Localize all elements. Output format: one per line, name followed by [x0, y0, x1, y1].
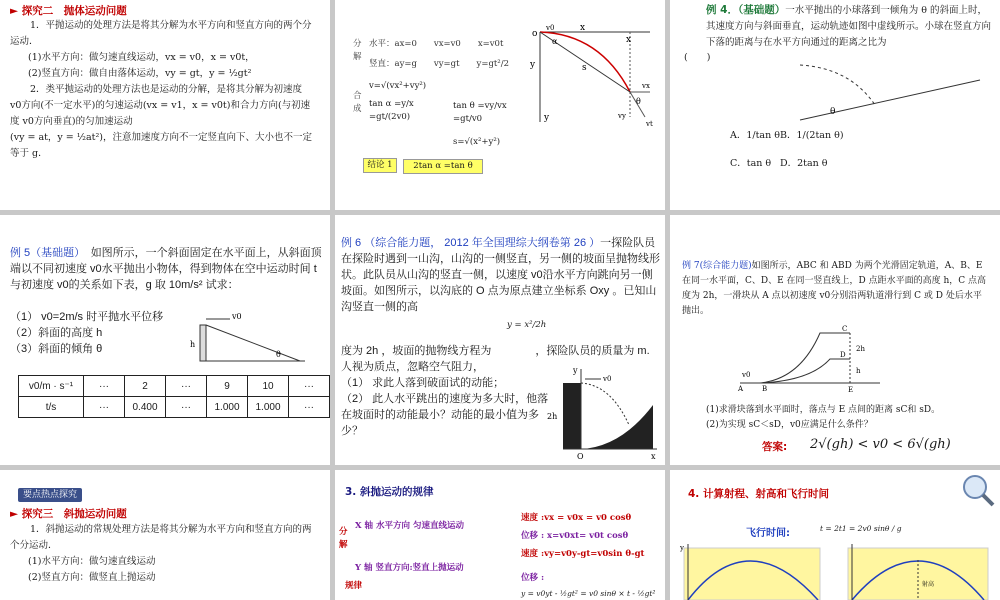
slide-body: 1．平抛运动的处理方法是将其分解为水平方向和竖直方向的两个分运动． (1)水平方向：做匀速直线运动，vx = v0，x = v0t， (2)竖直方向：做自由落体运动，vy = gt，y = ½gt² 2．类平抛运动的处理方法也是运动的分解，是将其分解为初速度 v0方向(不一定水平)的匀速运动(vx = v1，x = v0t)和合力方向(与初速度 v0方向垂直)的匀加速运动 (vy = at，y = ½at²)，注意加速度方向不一定竖直向下、大小也不一定等于 g．: [10, 20, 312, 159]
theta-label: θ: [276, 350, 281, 359]
y-displacement: 位移 :: [521, 573, 545, 583]
c-label: C: [842, 325, 848, 333]
slide-decomposition: [335, 0, 665, 210]
2h-label: 2h: [547, 412, 558, 421]
track-diagram: [730, 321, 890, 393]
y-formula: y = v0yt - ½gt² = v0 sinθ × t - ½gt²: [521, 589, 656, 598]
y-axis-row: Y 轴 竖直方向:竖直上抛运动: [355, 563, 464, 573]
table-row: t/s ··· 0.400 ··· 1.000 1.000 ···: [19, 397, 330, 418]
displacement-formula: s=√(x²+y²): [453, 137, 501, 147]
example-6-text: 例 6 （综合能力题， 2012 年全国理综大纲卷第 26 ）一探险队员在探险时遇到一山沟，山沟的一侧竖直，另一侧的坡面呈抛物线形状。此队员从山沟的竖直一侧，以速度 v0沿水平方向跳向另一侧坡面。如图所示，以沟底的 O 点为原点建立坐标系 Oxy 。已知山沟竖直一侧的高: [341, 237, 660, 313]
y-label: y: [530, 60, 536, 70]
v0-label: v0: [546, 24, 555, 32]
vx-label: vx: [642, 82, 650, 90]
example-4-text: 例 4．（基础题）一水平抛出的小球落到一倾角为 θ 的斜面上时，其速度方向与斜面垂直，运动轨迹如图中虚线所示。小球在竖直方向下落的距离与在水平方向通过的距离之比为: [706, 4, 992, 48]
alpha-label: α: [552, 37, 558, 46]
x-velocity: 速度 :vx = v0x = v0 cosθ: [521, 513, 632, 523]
bullet-icon: ►: [10, 508, 19, 520]
vertical-row: 竖直：ay=g vy=gt y=gt²/2: [369, 59, 509, 69]
flight-time-label: 飞行时间:: [746, 528, 790, 539]
ravine-diagram: [541, 365, 659, 461]
x-displacement: 位移 : x=v0xt= v0t cosθ: [521, 531, 629, 541]
slide-title: 4. 计算射程、射高和飞行时间: [688, 488, 829, 500]
height-label: 射高: [922, 581, 935, 588]
slide-projectile-method: [0, 0, 330, 210]
incline-diagram: [190, 307, 310, 367]
slide-example-7: [670, 215, 1000, 465]
table-row: v0/m · s⁻¹ ··· 2 ··· 9 10 ···: [19, 376, 330, 397]
s-label: s: [582, 63, 587, 73]
e-label: E: [848, 386, 854, 393]
answer: 2√(gh) < v0 < 6√(gh): [810, 437, 951, 452]
vt-label: vt: [646, 120, 653, 128]
theta-label: θ: [636, 97, 641, 106]
v0-label: v0: [232, 312, 242, 321]
decompose-label: 分解: [339, 527, 348, 550]
example-5-questions: （1） v0=2m/s 时平抛水平位移 （2）斜面的高度 h （3）斜面的倾角 θ: [10, 311, 164, 355]
option-a: A．1/tan θ: [730, 130, 780, 141]
theta-label: θ: [830, 107, 836, 117]
slide-oblique-method: [0, 470, 330, 600]
origin-label: O: [577, 452, 584, 461]
b-label: B: [762, 385, 768, 393]
trajectory-diagram: [530, 22, 660, 132]
slide-example-4: [670, 0, 1000, 210]
a-label: A: [738, 385, 744, 393]
slope-diagram: [790, 60, 990, 130]
answer-paren: ( ): [684, 52, 711, 63]
x-label: x: [580, 23, 586, 33]
compose-label: 合成: [353, 91, 362, 114]
slide-example-5: [0, 215, 330, 465]
v0-label: v0: [742, 371, 751, 379]
slide-example-6: [335, 215, 665, 465]
trajectory-diagrams: [678, 542, 998, 600]
y-axis-label: y: [544, 113, 550, 123]
data-table: [18, 375, 330, 418]
origin-label: o: [532, 29, 538, 39]
slide-range-height: [670, 470, 1000, 600]
example-5-text: 例 5（基础题） 如图所示，一个斜面固定在水平面上，从斜面顶端以不同初速度 v0水平抛出小物体，得到物体在空中运动时间 t 与初速度 v0的关系如下表，g 取 10m/s² 试求：: [10, 247, 322, 291]
slide-title: 3. 斜抛运动的规律: [345, 486, 434, 498]
example-7-questions: (1)求滑块落到水平面时，落点与 E 点间的距离 sC和 sD。 (2)为实现 sC＜sD，v0应满足什么条件？: [706, 405, 941, 430]
flight-time-formula: t = 2t1 = 2v0 sinθ / g: [820, 524, 902, 533]
tan-theta: tan θ =vy/vx =gt/v0: [453, 101, 507, 124]
d-label: D: [840, 351, 846, 359]
2h-label: 2h: [856, 345, 865, 353]
option-b: B．1/(2tan θ): [780, 130, 844, 141]
parabola-formula: y = x²/2h: [507, 320, 547, 330]
tan-alpha: tan α =y/x =gt/(2v0): [369, 99, 414, 122]
y-velocity: 速度 :vy=v0y-gt=v0sin θ-gt: [521, 549, 645, 559]
slide-body: 1．斜抛运动的常规处理方法是将其分解为水平方向和竖直方向的两个分运动． (1)水平方向：做匀速直线运动 (2)竖直方向：做竖直上抛运动: [10, 524, 312, 583]
law-label: 规律: [345, 581, 363, 591]
bullet-icon: ►: [10, 5, 19, 17]
x-label: x: [651, 452, 656, 461]
answer-label: 答案:: [762, 441, 788, 453]
x-axis-label: x: [626, 35, 632, 45]
slide-title: ► 探究二 抛体运动问题: [10, 5, 127, 17]
velocity-formula: v=√(vx²+vy²): [369, 81, 427, 91]
v0-label: v0: [603, 375, 612, 383]
h-label: h: [856, 367, 861, 375]
option-d: D．2tan θ: [780, 158, 828, 169]
horizontal-row: 水平：ax=0 vx=v0 x=v0t: [369, 39, 504, 49]
conclusion: 2tan α =tan θ: [403, 159, 483, 174]
vy-label: vy: [618, 112, 626, 120]
example-6-text-2: 度为 2h ，坡面的抛物线方程为 ，探险队员的质量为 m. 人视为质点，忽略空气阻力，: [341, 345, 650, 373]
slide-title: ► 探究三 斜抛运动问题: [10, 508, 127, 520]
example-7-text: 例 7(综合能力题)如图所示，ABC 和 ABD 为两个光滑固定轨道，A、B、E 在同一水平面，C、D、E 在同一竖直线上，D 点距水平面的高度 h，C 点高度为 2h，一滑块从 A 点以初速度 v0分别沿两轨道滑行到 C 或 D 处后水平抛出。: [682, 261, 987, 316]
y-label: y: [573, 366, 578, 375]
option-c: C．tan θ: [730, 158, 772, 169]
y-label: y: [680, 544, 684, 552]
conclusion-label: 结论 1: [363, 158, 397, 173]
x-axis-row: X 轴 水平方向 匀速直线运动: [355, 521, 464, 531]
magnifier-icon[interactable]: [960, 472, 996, 512]
slide-oblique-laws: [335, 470, 665, 600]
h-label: h: [190, 340, 196, 349]
example-6-questions: （1） 求此人落到破面试的动能； （2） 此人水平跳出的速度为多大时，他落在坡面时的动能最小？动能的最小值为多少？: [341, 377, 549, 437]
section-tag: 要点热点探究: [18, 482, 82, 501]
decompose-label: 分解: [353, 39, 362, 62]
